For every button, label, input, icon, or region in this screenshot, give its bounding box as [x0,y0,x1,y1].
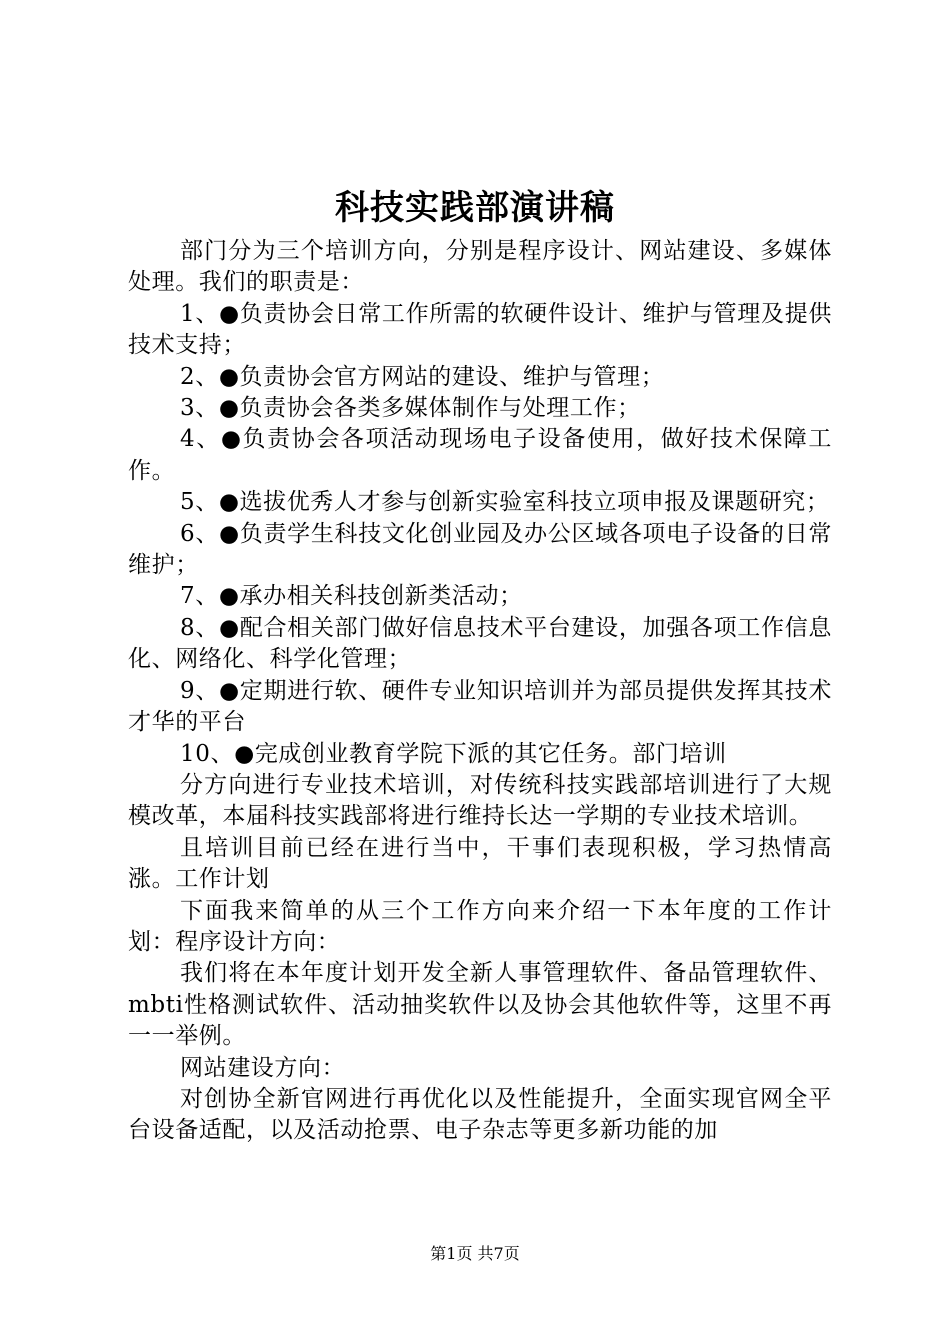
paragraph: 部门分为三个培训方向，分别是程序设计、网站建设、多媒体处理。我们的职责是： [128,238,832,296]
paragraph: 10、●完成创业教育学院下派的其它任务。部门培训 [180,740,727,767]
paragraph: 3、●负责协会各类多媒体制作与处理工作； [180,395,641,422]
paragraph: 2、●负责协会官方网站的建设、维护与管理； [180,363,665,390]
paragraph: 下面我来简单的从三个工作方向来介绍一下本年度的工作计划：程序设计方向： [128,897,832,955]
paragraph: 4、●负责协会各项活动现场电子设备使用，做好技术保障工作。 [128,426,832,484]
document-title: 科技实践部演讲稿 [335,188,615,228]
paragraph: 我们将在本年度计划开发全新人事管理软件、备品管理软件、mbti性格测试软件、活动抽奖软件以及协会其他软件等，这里不再一一举例。 [128,960,832,1050]
paragraph: 1、●负责协会日常工作所需的软硬件设计、维护与管理及提供技术支持； [128,300,832,359]
document-body [128,236,832,1147]
paragraph: 9、●定期进行软、硬件专业知识培训并为部员提供发挥其技术才华的平台 [128,677,832,736]
paragraph: 分方向进行专业技术培训，对传统科技实践部培训进行了大规模改革，本届科技实践部将进行维持长达一学期的专业技术培训。 [128,771,832,830]
paragraph: 5、●选拔优秀人才参与创新实验室科技立项申报及课题研究； [180,489,830,516]
paragraph: 网站建设方向： [180,1054,346,1081]
paragraph: 7、●承办相关科技创新类活动； [180,583,523,610]
paragraph: 6、●负责学生科技文化创业园及办公区域各项电子设备的日常维护； [128,520,832,579]
page-number-footer: 第1页 共7页 [430,1244,520,1263]
paragraph: 且培训目前已经在进行当中，干事们表现积极，学习热情高涨。工作计划 [128,834,832,893]
paragraph: 8、●配合相关部门做好信息技术平台建设，加强各项工作信息化、网络化、科学化管理； [128,614,832,673]
paragraph: 对创协全新官网进行再优化以及性能提升，全面实现官网全平台设备适配，以及活动抢票、电子杂志等更多新功能的加 [128,1085,832,1144]
